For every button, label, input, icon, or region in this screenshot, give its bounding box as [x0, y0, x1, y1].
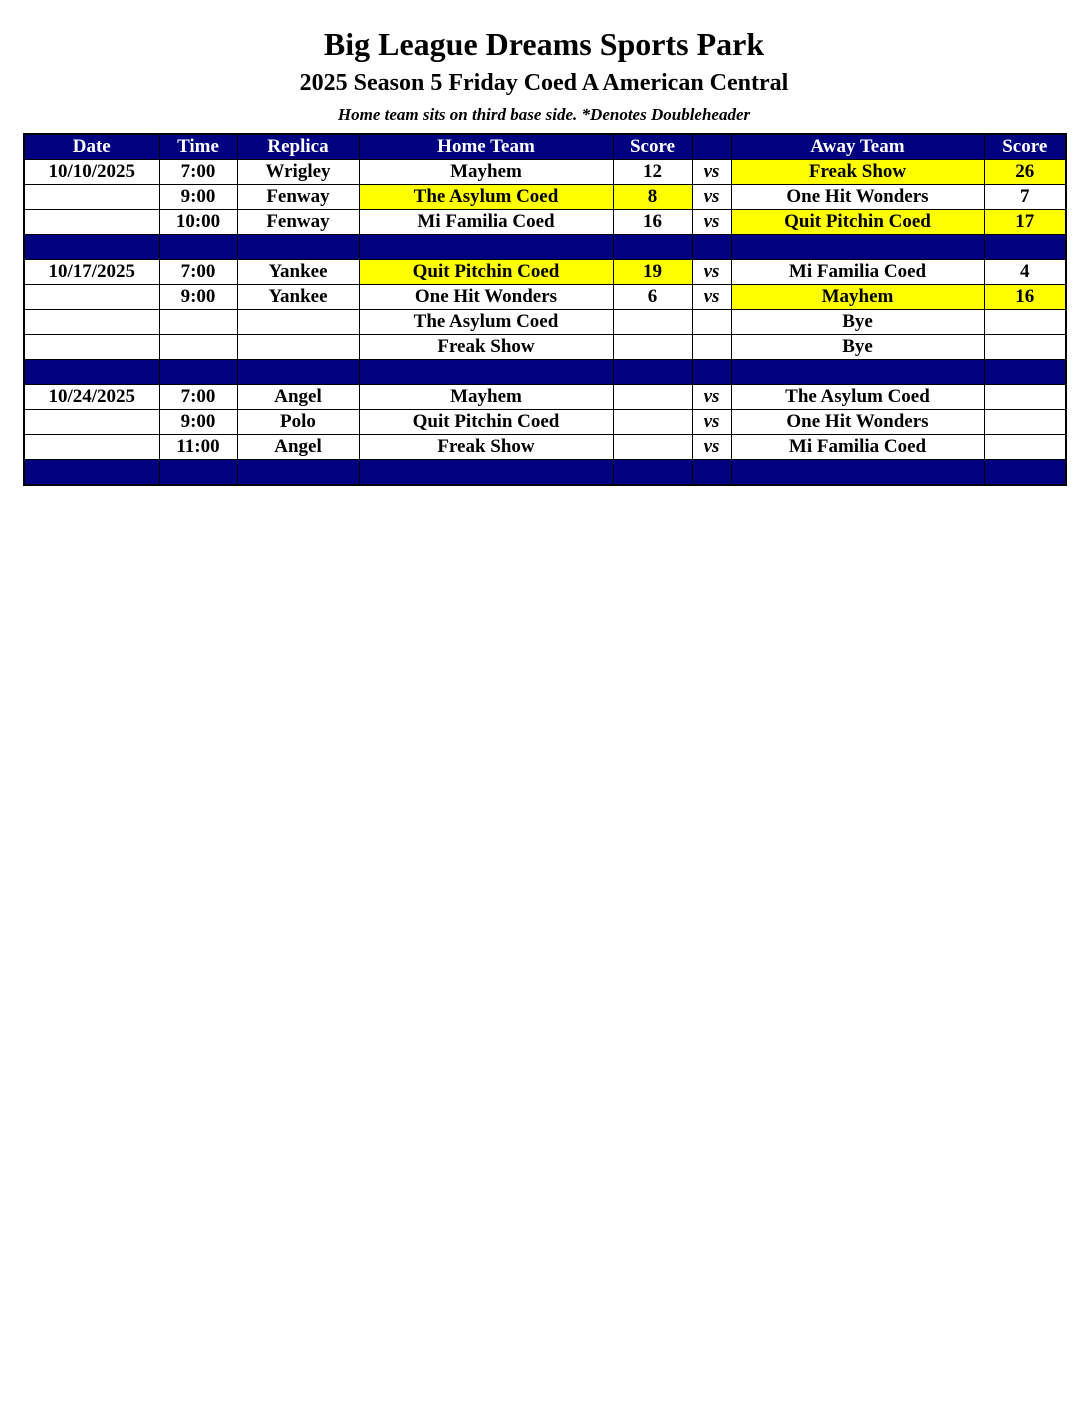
- separator-cell: [159, 460, 237, 486]
- away-score-cell: 16: [984, 285, 1066, 310]
- away-team-cell: Bye: [731, 335, 984, 360]
- table-row: [24, 435, 1066, 460]
- away-team-cell: Freak Show: [731, 160, 984, 185]
- vs-cell: vs: [692, 160, 731, 185]
- away-score-cell: [984, 435, 1066, 460]
- date-cell: [24, 285, 159, 310]
- away-team-cell: Mayhem: [731, 285, 984, 310]
- home-team-cell: Freak Show: [359, 435, 613, 460]
- table-row: [24, 260, 1066, 285]
- away-score-cell: 26: [984, 160, 1066, 185]
- replica-cell: [237, 335, 359, 360]
- away-score-cell: 17: [984, 210, 1066, 235]
- date-cell: 10/17/2025: [24, 260, 159, 285]
- home-score-cell: [613, 435, 692, 460]
- table-row: [24, 310, 1066, 335]
- column-header-vs: [692, 134, 731, 160]
- time-cell: 11:00: [159, 435, 237, 460]
- date-cell: [24, 185, 159, 210]
- away-score-cell: [984, 410, 1066, 435]
- column-header-replica: Replica: [237, 134, 359, 160]
- separator-cell: [359, 235, 613, 260]
- home-score-cell: [613, 310, 692, 335]
- replica-cell: [237, 310, 359, 335]
- away-score-cell: [984, 310, 1066, 335]
- separator-cell: [159, 235, 237, 260]
- column-header-home-score: Score: [613, 134, 692, 160]
- away-team-cell: Mi Familia Coed: [731, 435, 984, 460]
- home-team-cell: Freak Show: [359, 335, 613, 360]
- separator-cell: [24, 360, 159, 385]
- separator-cell: [984, 360, 1066, 385]
- separator-cell: [613, 360, 692, 385]
- home-team-cell: Mayhem: [359, 385, 613, 410]
- time-cell: 7:00: [159, 160, 237, 185]
- away-score-cell: [984, 335, 1066, 360]
- separator-cell: [731, 235, 984, 260]
- time-cell: 10:00: [159, 210, 237, 235]
- vs-cell: vs: [692, 260, 731, 285]
- table-row: [24, 160, 1066, 185]
- column-header-date: Date: [24, 134, 159, 160]
- vs-cell: vs: [692, 285, 731, 310]
- vs-cell: vs: [692, 410, 731, 435]
- separator-cell: [359, 460, 613, 486]
- separator-cell: [159, 360, 237, 385]
- away-score-cell: [984, 385, 1066, 410]
- home-team-cell: Quit Pitchin Coed: [359, 410, 613, 435]
- home-score-cell: 19: [613, 260, 692, 285]
- table-header-row: [24, 134, 1066, 160]
- time-cell: 9:00: [159, 285, 237, 310]
- page-note: Home team sits on third base side. *Denotes Doubleheader: [337, 105, 751, 124]
- separator-cell: [237, 460, 359, 486]
- time-cell: 9:00: [159, 410, 237, 435]
- home-team-cell: One Hit Wonders: [359, 285, 613, 310]
- table-row: [24, 210, 1066, 235]
- replica-cell: Polo: [237, 410, 359, 435]
- separator-cell: [237, 360, 359, 385]
- separator-cell: [692, 235, 731, 260]
- replica-cell: Yankee: [237, 260, 359, 285]
- table-row: [24, 185, 1066, 210]
- separator-cell: [984, 235, 1066, 260]
- home-score-cell: [613, 335, 692, 360]
- date-cell: [24, 210, 159, 235]
- home-team-cell: The Asylum Coed: [359, 310, 613, 335]
- home-team-cell: Mi Familia Coed: [359, 210, 613, 235]
- home-score-cell: 8: [613, 185, 692, 210]
- vs-cell: vs: [692, 435, 731, 460]
- home-team-cell: The Asylum Coed: [359, 185, 613, 210]
- separator-cell: [692, 460, 731, 486]
- home-score-cell: [613, 410, 692, 435]
- away-score-cell: 7: [984, 185, 1066, 210]
- away-team-cell: One Hit Wonders: [731, 185, 984, 210]
- column-header-away-score: Score: [984, 134, 1066, 160]
- column-header-home-team: Home Team: [359, 134, 613, 160]
- away-team-cell: The Asylum Coed: [731, 385, 984, 410]
- table-row: [24, 385, 1066, 410]
- date-cell: [24, 335, 159, 360]
- schedule-table: [23, 133, 1067, 486]
- separator-cell: [24, 235, 159, 260]
- separator-cell: [692, 360, 731, 385]
- date-cell: 10/10/2025: [24, 160, 159, 185]
- replica-cell: Wrigley: [237, 160, 359, 185]
- week-separator-row: [24, 360, 1066, 385]
- replica-cell: Angel: [237, 385, 359, 410]
- time-cell: 7:00: [159, 385, 237, 410]
- home-score-cell: 12: [613, 160, 692, 185]
- page-title: Big League Dreams Sports Park: [323, 26, 765, 62]
- page-subtitle: 2025 Season 5 Friday Coed A American Central: [299, 70, 789, 96]
- separator-cell: [24, 460, 159, 486]
- home-score-cell: 6: [613, 285, 692, 310]
- away-score-cell: 4: [984, 260, 1066, 285]
- replica-cell: Fenway: [237, 185, 359, 210]
- column-header-time: Time: [159, 134, 237, 160]
- vs-cell: vs: [692, 185, 731, 210]
- time-cell: 9:00: [159, 185, 237, 210]
- column-header-away-team: Away Team: [731, 134, 984, 160]
- time-cell: 7:00: [159, 260, 237, 285]
- home-score-cell: 16: [613, 210, 692, 235]
- week-separator-row: [24, 235, 1066, 260]
- separator-cell: [731, 460, 984, 486]
- separator-cell: [984, 460, 1066, 486]
- vs-cell: vs: [692, 210, 731, 235]
- date-cell: [24, 435, 159, 460]
- away-team-cell: Bye: [731, 310, 984, 335]
- replica-cell: Fenway: [237, 210, 359, 235]
- separator-cell: [613, 235, 692, 260]
- table-row: [24, 285, 1066, 310]
- table-row: [24, 335, 1066, 360]
- vs-cell: vs: [692, 385, 731, 410]
- time-cell: [159, 335, 237, 360]
- time-cell: [159, 310, 237, 335]
- separator-cell: [613, 460, 692, 486]
- separator-cell: [359, 360, 613, 385]
- replica-cell: Angel: [237, 435, 359, 460]
- vs-cell: [692, 335, 731, 360]
- date-cell: [24, 410, 159, 435]
- date-cell: 10/24/2025: [24, 385, 159, 410]
- vs-cell: [692, 310, 731, 335]
- date-cell: [24, 310, 159, 335]
- replica-cell: Yankee: [237, 285, 359, 310]
- week-separator-row: [24, 460, 1066, 486]
- away-team-cell: Mi Familia Coed: [731, 260, 984, 285]
- separator-cell: [731, 360, 984, 385]
- home-team-cell: Quit Pitchin Coed: [359, 260, 613, 285]
- separator-cell: [237, 235, 359, 260]
- home-team-cell: Mayhem: [359, 160, 613, 185]
- schedule-body: [24, 160, 1066, 486]
- home-score-cell: [613, 385, 692, 410]
- away-team-cell: One Hit Wonders: [731, 410, 984, 435]
- away-team-cell: Quit Pitchin Coed: [731, 210, 984, 235]
- table-row: [24, 410, 1066, 435]
